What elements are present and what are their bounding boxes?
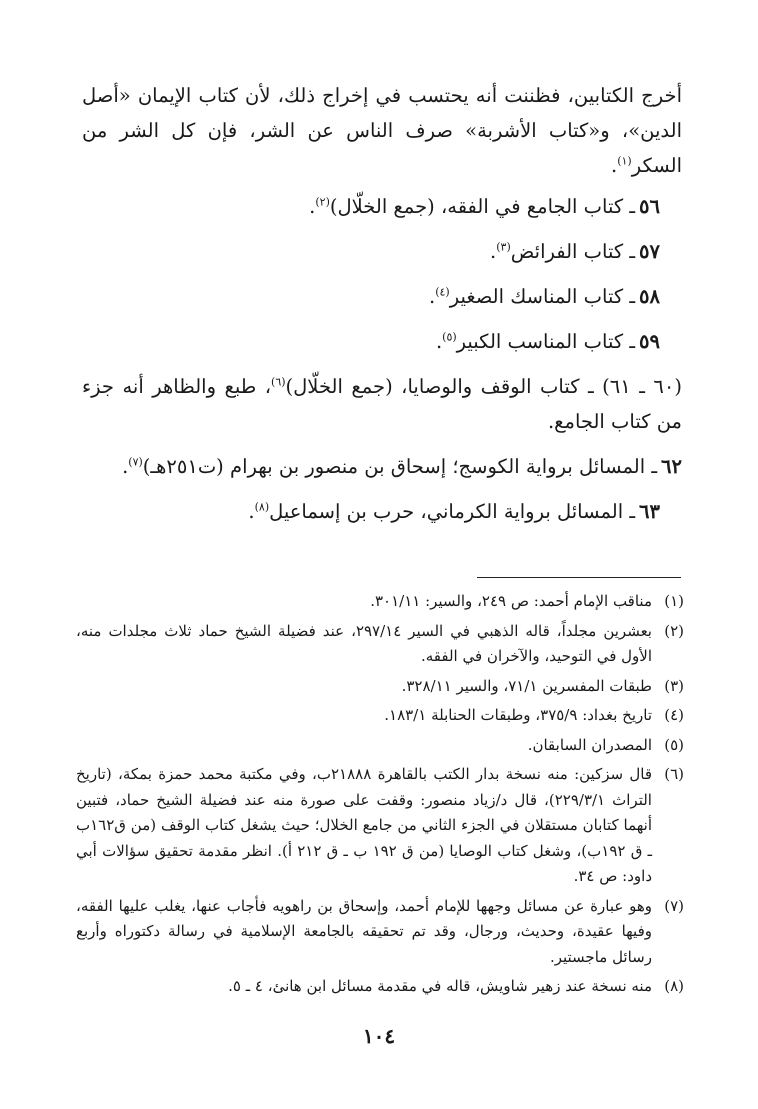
footnote-number: (٣) [664,676,684,695]
footnote-ref: (٨) [254,500,270,514]
footnote-ref: (٦) [271,375,286,389]
footnote-number: (١) [664,592,684,610]
footnote-ref: (٧) [128,455,143,469]
footnote-text: المصدران السابقان. [527,735,652,754]
footnote-number: (٨) [664,977,684,995]
list-item [82,324,682,359]
footnote [76,733,684,759]
item-tail: . [435,330,443,353]
footnote-ref: (٥) [442,330,457,344]
item-number: ٦٢ [661,455,682,478]
list-item [82,449,682,484]
item-number: ٦٣ [639,500,660,523]
footnote-text: منه نسخة عند زهير شاويش، قاله في مقدمة مسائل ابن هانئ، ٤ ـ ٥. [228,977,652,995]
footnote-ref: (٤) [435,285,450,299]
footnote [76,589,684,615]
item-number: ٥٩ [639,330,660,353]
intro-text: أخرج الكتابين، فظننت أنه يحتسب في إخراج ذلك، لأن كتاب الإيمان «أصل الدين»، و«كتاب الأشربة» صرف الناس عن الشر، فإن كل الشر من السكر [82,84,682,177]
intro-paragraph: أخرج الكتابين، فظننت أنه يحتسب في إخراج ذلك، لأن كتاب الإيمان «أصل الدين»، و«كتاب الأشربة» صرف الناس عن الشر، فإن كل الشر من السكر$^{(١)}$. [82,84,682,177]
footnote [76,674,684,700]
item-text: ـ كتاب الفرائض [510,240,636,263]
item-tail: . [309,195,316,218]
item-tail: . [122,455,129,478]
item-text: ـ المسائل برواية الكرماني، حرب بن إسماعيل [269,500,636,523]
footnote [76,762,684,890]
main-text [82,78,682,539]
footnotes [76,589,684,1004]
item-number: ٥٧ [639,240,660,263]
footnote-text: بعشرين مجلداً، قاله الذهبي في السير ٢٩٧/١٤، عند فضيلة الشيخ حماد ثلاث مجلدات منه، الأول في التوحيد، والآخران في الفقه. [76,621,652,665]
item-tail: ، طبع والظاهر أنه جزء من كتاب الجامع. [82,375,682,433]
footnote [76,894,684,971]
footnote-text: طبقات المفسرين ٧١/١، والسير ٣٢٨/١١. [401,676,652,695]
list-item [82,189,682,224]
list-item [82,234,682,269]
footnote-text: مناقب الإمام أحمد: ص ٢٤٩، والسير: ٣٠١/١١. [370,592,652,610]
list-item [82,369,682,439]
item-tail: . [248,500,255,523]
item-text: ـ كتاب المناسك الصغير [449,285,636,308]
footnote-number: (٤) [664,706,684,724]
item-tail: . [429,285,436,308]
footnote-text: تاريخ بغداد: ٣٧٥/٩، وطبقات الحنابلة ١٨٣/١. [384,706,652,724]
footnote [76,974,684,1000]
list-item [82,279,682,314]
page-number: ١٠٤ [362,1024,396,1048]
item-text: ـ المسائل برواية الكوسج؛ إسحاق بن منصور بن بهرام (ت٢٥١هـ) [142,455,658,478]
footnote-ref: (٣) [496,240,511,254]
footnote-number: (٧) [664,896,684,915]
item-number: ٥٨ [639,285,660,308]
item-text: ـ كتاب المناسب الكبير [456,330,636,353]
footnote [76,619,684,670]
list-item [82,494,682,529]
item-text: (٦٠ ـ ٦١) ـ كتاب الوقف والوصايا، (جمع الخلّال) [285,375,682,398]
footnote-number: (٥) [664,735,684,754]
footnote-number: (٦) [664,765,684,783]
footnote-ref: (٢) [315,195,330,209]
footnote-number: (٢) [664,621,684,640]
footnote-ref: (١) [617,154,632,168]
footnote-text: قال سزكين: منه نسخة بدار الكتب بالقاهرة ٢١٨٨٨ب، وفي مكتبة محمد حمزة بمكة، (تاريخ التراث ٢٢٩/٣/١)، قال د/زياد منصور: وقفت على صورة منه عند فضيلة الشيخ حماد، فتبين أنهما كتابان مستقلان في الجزء الثاني من جامع الخلال؛ حيث يشغل كتاب الوقف (من ق١٦٢ب ـ ق ١٩٢ب)، وشغل كتاب الوصايا (من ق ١٩٢ ب ـ ق ٢١٢ أ). انظر مقدمة تحقيق سؤالات أبي داود: ص ٣٤. [76,765,652,885]
item-tail: . [490,240,497,263]
footnote-text: وهو عبارة عن مسائل وجهها للإمام أحمد، وإسحاق بن راهويه فأجاب عنها، يغلب عليها الفقه، وفيها عقيدة، وحديث، ورجال، وقد تم تحقيقه بالجامعة الإسلامية في رسالة دكتوراه وأربع رسائل ماجستير. [76,896,652,966]
item-text: ـ كتاب الجامع في الفقه، (جمع الخلّال) [329,195,636,218]
footnote [76,703,684,729]
item-number: ٥٦ [639,195,660,218]
footnote-divider [477,577,681,578]
